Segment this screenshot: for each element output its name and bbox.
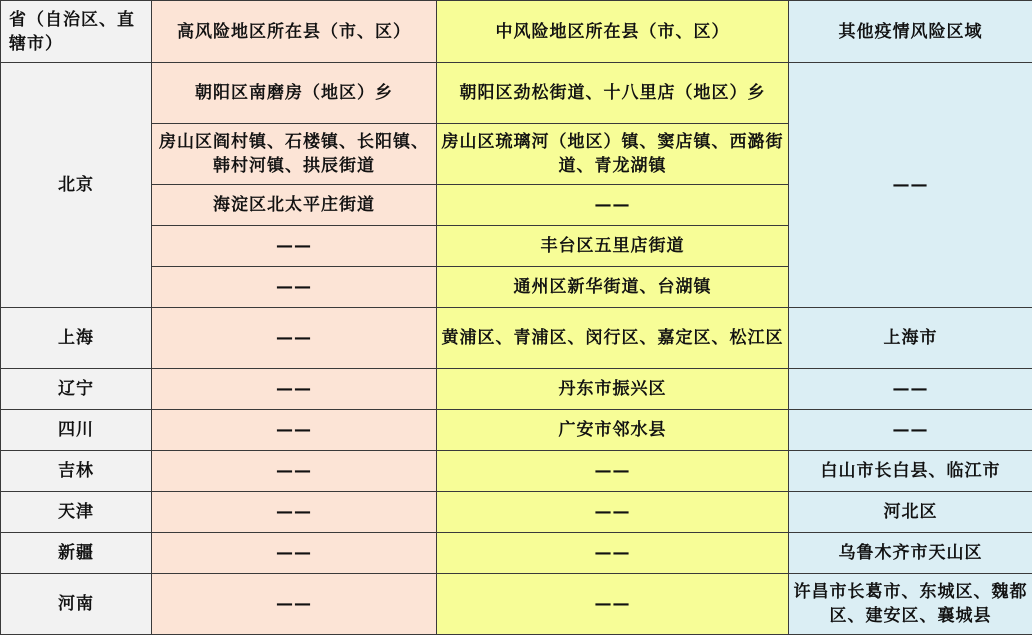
header-medium-risk: 中风险地区所在县（市、区） — [437, 1, 789, 63]
medium-risk-cell: 房山区琉璃河（地区）镇、窦店镇、西潞街道、青龙湖镇 — [437, 124, 789, 185]
province-cell: 河南 — [1, 574, 152, 635]
table-row — [1, 63, 1032, 124]
table-row — [1, 574, 1032, 635]
medium-risk-cell: 朝阳区劲松街道、十八里店（地区）乡 — [437, 63, 789, 124]
province-cell: 新疆 — [1, 533, 152, 574]
high-risk-cell: —— — [152, 267, 437, 308]
medium-risk-cell: 丹东市振兴区 — [437, 369, 789, 410]
high-risk-cell: —— — [152, 308, 437, 369]
other-risk-cell: 乌鲁木齐市天山区 — [789, 533, 1032, 574]
medium-risk-cell: —— — [437, 492, 789, 533]
other-risk-cell: —— — [789, 369, 1032, 410]
province-cell: 辽宁 — [1, 369, 152, 410]
table-row — [1, 451, 1032, 492]
province-cell: 天津 — [1, 492, 152, 533]
high-risk-cell: —— — [152, 451, 437, 492]
province-cell: 吉林 — [1, 451, 152, 492]
other-risk-cell: 上海市 — [789, 308, 1032, 369]
other-risk-cell: 河北区 — [789, 492, 1032, 533]
high-risk-cell: 海淀区北太平庄街道 — [152, 185, 437, 226]
high-risk-cell: —— — [152, 410, 437, 451]
high-risk-cell: 房山区阎村镇、石楼镇、长阳镇、韩村河镇、拱辰街道 — [152, 124, 437, 185]
table-row — [1, 492, 1032, 533]
medium-risk-cell: 广安市邻水县 — [437, 410, 789, 451]
table-row — [1, 533, 1032, 574]
high-risk-cell: —— — [152, 369, 437, 410]
other-risk-cell: —— — [789, 410, 1032, 451]
table-row — [1, 308, 1032, 369]
other-risk-cell: —— — [789, 63, 1032, 308]
medium-risk-cell: 丰台区五里店街道 — [437, 226, 789, 267]
other-risk-cell: 白山市长白县、临江市 — [789, 451, 1032, 492]
medium-risk-cell: —— — [437, 451, 789, 492]
medium-risk-cell: 通州区新华街道、台湖镇 — [437, 267, 789, 308]
province-cell: 上海 — [1, 308, 152, 369]
province-cell: 四川 — [1, 410, 152, 451]
province-cell: 北京 — [1, 63, 152, 308]
high-risk-cell: —— — [152, 226, 437, 267]
header-province: 省（自治区、直辖市） — [1, 1, 152, 63]
table-row — [1, 410, 1032, 451]
medium-risk-cell: 黄浦区、青浦区、闵行区、嘉定区、松江区 — [437, 308, 789, 369]
medium-risk-cell: —— — [437, 574, 789, 635]
high-risk-cell: 朝阳区南磨房（地区）乡 — [152, 63, 437, 124]
header-high-risk: 高风险地区所在县（市、区） — [152, 1, 437, 63]
high-risk-cell: —— — [152, 574, 437, 635]
header-row — [1, 1, 1032, 63]
header-other-risk: 其他疫情风险区域 — [789, 1, 1032, 63]
high-risk-cell: —— — [152, 492, 437, 533]
medium-risk-cell: —— — [437, 533, 789, 574]
table-row — [1, 369, 1032, 410]
medium-risk-cell: —— — [437, 185, 789, 226]
high-risk-cell: —— — [152, 533, 437, 574]
other-risk-cell: 许昌市长葛市、东城区、魏都区、建安区、襄城县 — [789, 574, 1032, 635]
